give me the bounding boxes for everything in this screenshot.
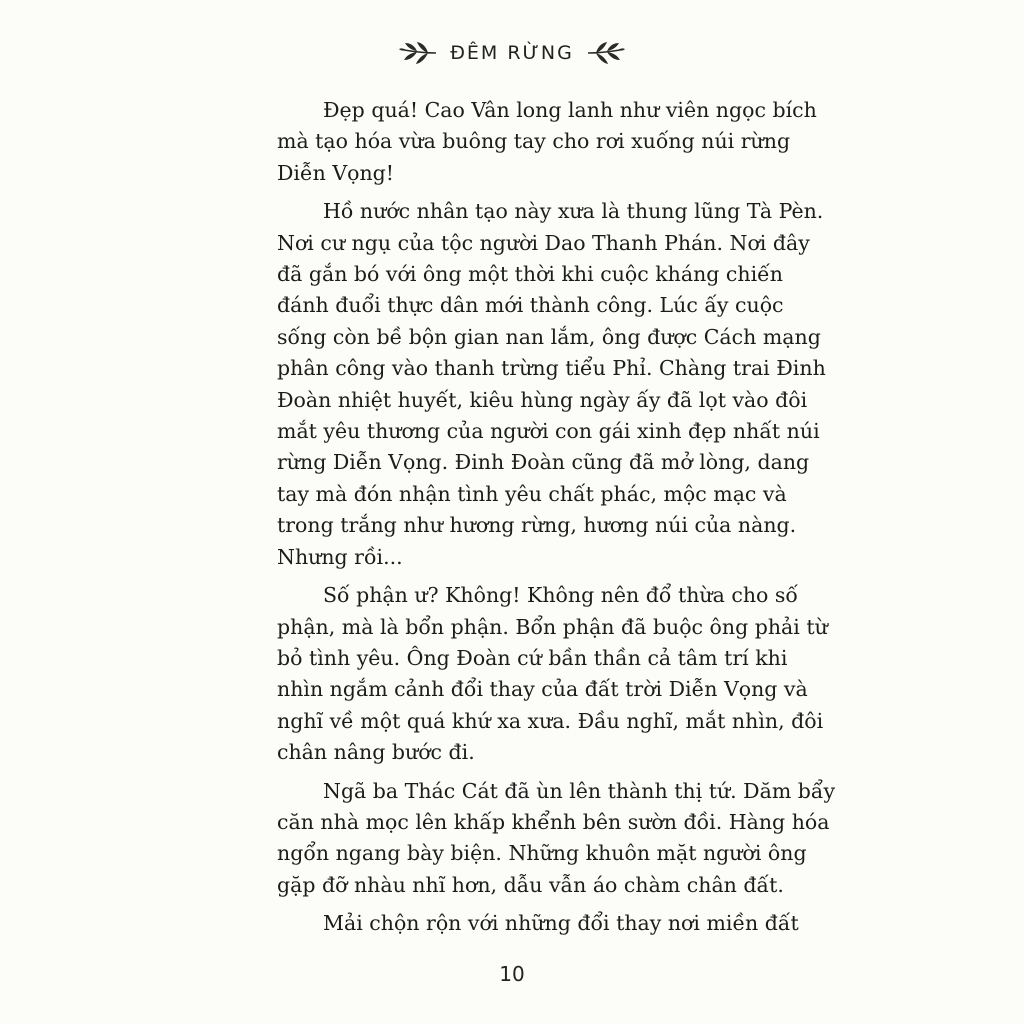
text-line: rừng Diễn Vọng. Đinh Đoàn cũng đã mở lòng, dang — [277, 450, 810, 475]
paragraph — [277, 580, 828, 768]
text-line: ngổn ngang bày biện. Những khuôn mặt người ông — [277, 841, 807, 866]
text-line: Ngã ba Thác Cát đã ùn lên thành thị tứ. Dăm bẩy — [323, 778, 836, 803]
text-line: tay mà đón nhận tình yêu chất phác, mộc mạc và — [277, 481, 787, 506]
leaf-ornament-icon — [586, 38, 626, 68]
text-line: sống còn bề bộn gian nan lắm, ông được Cách mạng — [277, 324, 821, 349]
text-line: Đoàn nhiệt huyết, kiêu hùng ngày ấy đã lọt vào đôi — [277, 387, 808, 412]
paragraph — [277, 196, 826, 573]
text-line: nhìn ngắm cảnh đổi thay của đất trời Diễn Vọng và — [277, 677, 808, 702]
text-line: Diễn Vọng! — [277, 160, 395, 185]
text-line: mắt yêu thương của người con gái xinh đẹp nhất núi — [277, 419, 820, 444]
text-line: Số phận ư? Không! Không nên đổ thừa cho số — [323, 583, 798, 608]
text-line: Mải chộn rộn với những đổi thay nơi miền đất — [323, 911, 799, 936]
text-line: Đẹp quá! Cao Vân long lanh như viên ngọc bích — [323, 98, 817, 122]
text-line: Nhưng rồi... — [277, 544, 403, 569]
text-line: Hồ nước nhân tạo này xưa là thung lũng Tà Pèn. — [323, 199, 824, 224]
text-line: mà tạo hóa vừa buông tay cho rơi xuống núi rừng — [277, 129, 791, 154]
header-title: ĐÊM RỪNG — [450, 42, 574, 64]
paragraph — [277, 776, 836, 902]
text-line: căn nhà mọc lên khấp khểnh bên sườn đồi. Hàng hóa — [277, 809, 830, 834]
leaf-ornament-icon — [398, 38, 438, 68]
page-number: 10 — [499, 962, 525, 986]
text-line: nghĩ về một quá khứ xa xưa. Đầu nghĩ, mắt nhìn, đôi — [277, 708, 824, 733]
text-line: đánh đuổi thực dân mới thành công. Lúc ấy cuộc — [277, 293, 784, 318]
paragraph — [277, 908, 799, 939]
text-line: đã gắn bó với ông một thời khi cuộc kháng chiến — [277, 262, 783, 287]
body-text — [277, 95, 836, 940]
paragraph — [277, 95, 817, 189]
text-line: Nơi cư ngụ của tộc người Dao Thanh Phán. Nơi đây — [277, 230, 810, 255]
text-line: gặp đỡ nhàu nhĩ hơn, dẫu vẫn áo chàm chân đất. — [277, 872, 784, 897]
text-line: chân nâng bước đi. — [277, 740, 475, 765]
text-line: bỏ tình yêu. Ông Đoàn cứ bần thần cả tâm trí khi — [277, 645, 788, 670]
text-line: phận, mà là bổn phận. Bổn phận đã buộc ông phải từ — [277, 614, 828, 639]
text-line: phân công vào thanh trừng tiểu Phỉ. Chàng trai Đinh — [277, 356, 826, 381]
text-line: trong trắng như hương rừng, hương núi của nàng. — [277, 513, 797, 538]
running-header — [0, 38, 1024, 78]
